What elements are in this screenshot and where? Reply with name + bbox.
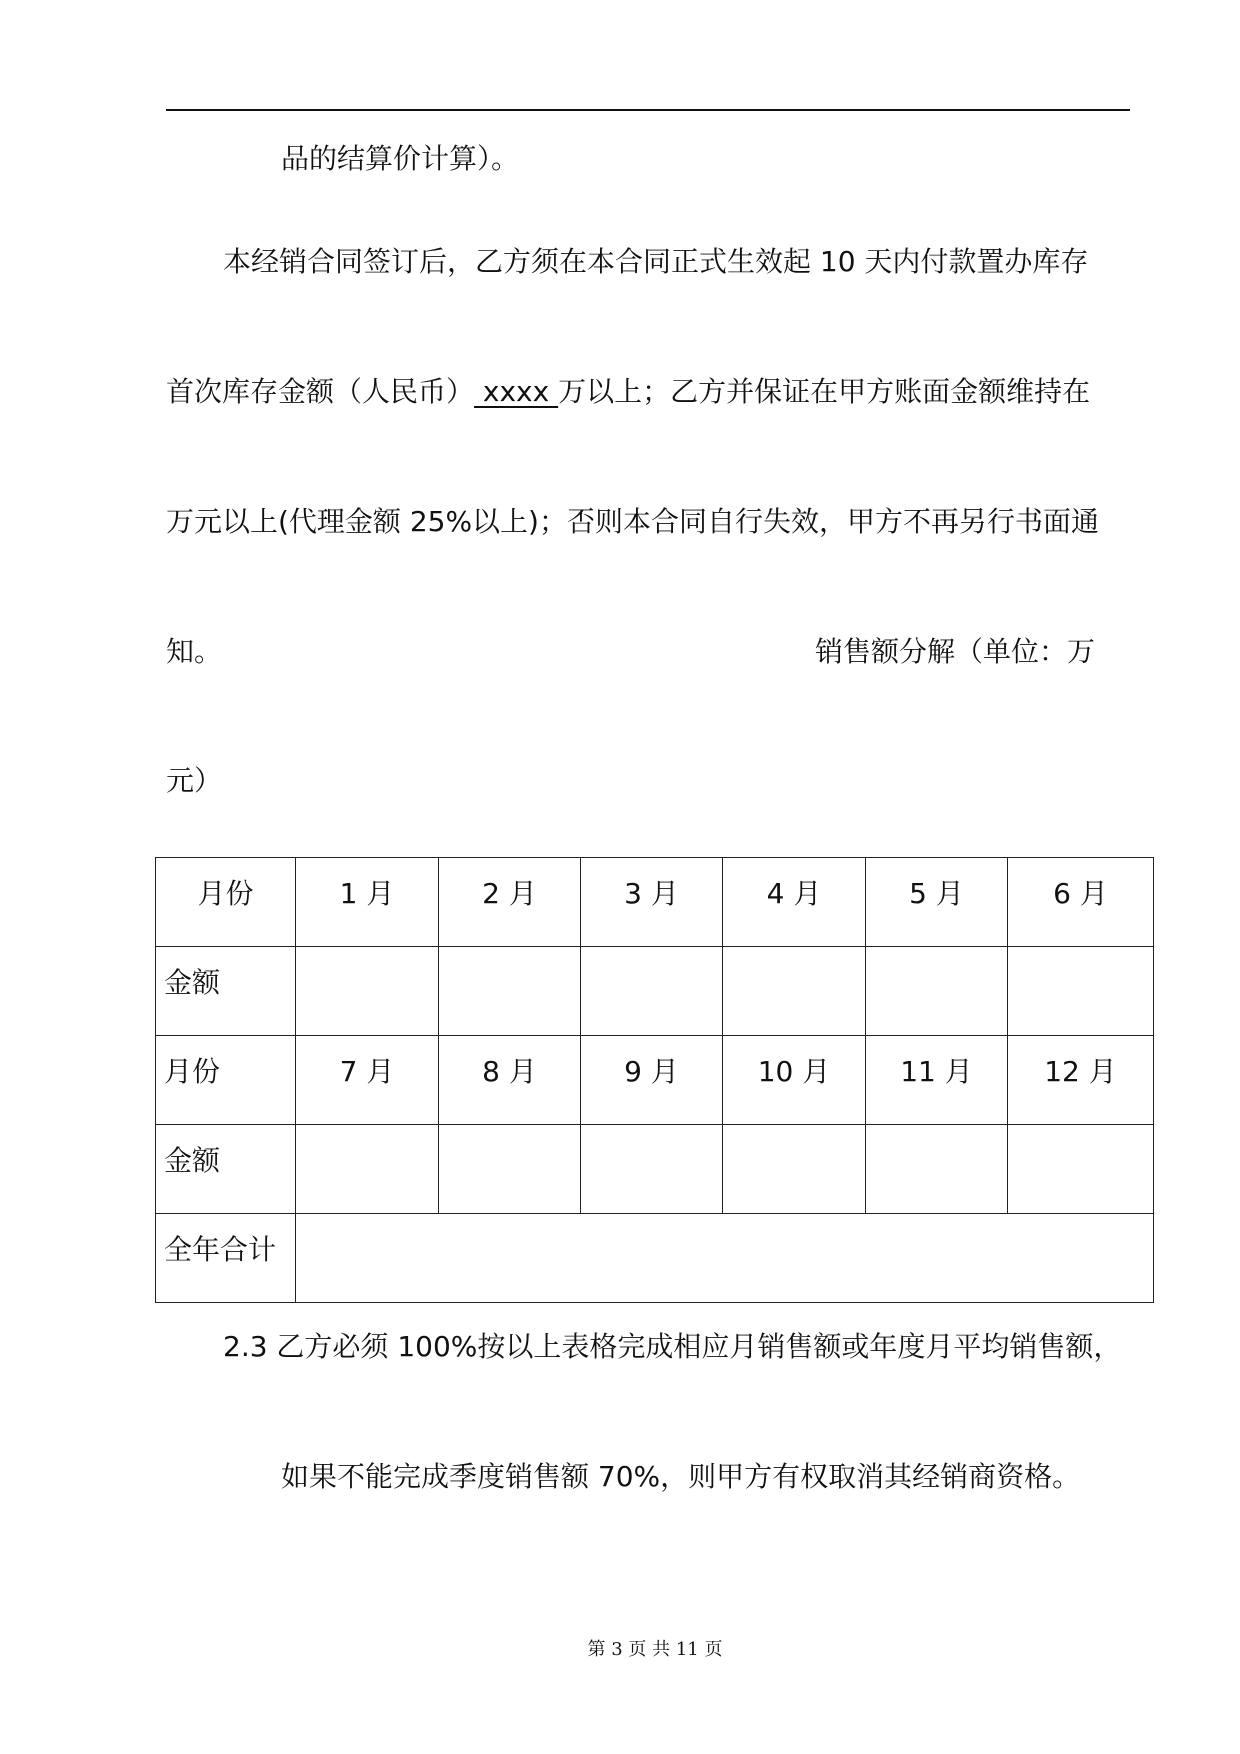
- body-line-3-suffix: 万以上；乙方并保证在甲方账面金额维持在: [558, 375, 1091, 408]
- body-line-3-prefix: 首次库存金额（人民币）: [166, 375, 475, 408]
- table-row: [156, 947, 1154, 1036]
- table-cell: 金额: [156, 947, 296, 1036]
- amount-cell: [866, 947, 1008, 1036]
- sales-breakdown-heading: 销售额分解（单位：万: [815, 635, 1096, 668]
- sales-breakdown-table: [155, 857, 1154, 1303]
- amount-blank: xxxx: [474, 375, 559, 408]
- table-cell: 12 月: [1008, 1036, 1154, 1125]
- table-cell: 月份: [156, 1036, 296, 1125]
- clause-2-3-line-1: 2.3 乙方必须 100%按以上表格完成相应月销售额或年度月平均销售额，: [223, 1330, 1122, 1363]
- table-cell: 8 月: [439, 1036, 581, 1125]
- body-line-3: [166, 374, 1090, 410]
- body-line-5-left: 知。: [166, 635, 223, 668]
- amount-cell: [296, 947, 439, 1036]
- table-row: [156, 1125, 1154, 1214]
- amount-cell: [1008, 1125, 1154, 1214]
- table-cell: 全年合计: [156, 1214, 296, 1303]
- table-row: [156, 858, 1154, 947]
- table-cell: 7 月: [296, 1036, 439, 1125]
- body-line-2: 本经销合同签订后，乙方须在本合同正式生效起 10 天内付款置办库存: [223, 245, 1089, 278]
- table-cell: 月份: [156, 858, 296, 947]
- table-cell: 3 月: [581, 858, 723, 947]
- body-line-4: 万元以上(代理金额 25%以上)；否则本合同自行失效，甲方不再另行书面通: [166, 505, 1099, 538]
- table-cell: 2 月: [439, 858, 581, 947]
- table-cell: 金额: [156, 1125, 296, 1214]
- amount-cell: [723, 947, 866, 1036]
- table-cell: 9 月: [581, 1036, 723, 1125]
- page-number: 第 3 页 共 11 页: [587, 1639, 723, 1660]
- table-cell: 5 月: [866, 858, 1008, 947]
- table-cell: 1 月: [296, 858, 439, 947]
- annual-total-cell: [296, 1214, 1154, 1303]
- table-cell: 6 月: [1008, 858, 1154, 947]
- amount-cell: [581, 1125, 723, 1214]
- amount-cell: [439, 947, 581, 1036]
- table-cell: 10 月: [723, 1036, 866, 1125]
- amount-cell: [1008, 947, 1154, 1036]
- table-cell: 11 月: [866, 1036, 1008, 1125]
- amount-cell: [723, 1125, 866, 1214]
- clause-2-3-line-2: 如果不能完成季度销售额 70%，则甲方有权取消其经销商资格。: [281, 1460, 1081, 1493]
- header-rule: [166, 109, 1130, 111]
- amount-cell: [581, 947, 723, 1036]
- table-cell: 4 月: [723, 858, 866, 947]
- table-row: [156, 1036, 1154, 1125]
- body-line-1: 品的结算价计算）。: [281, 142, 520, 175]
- amount-cell: [439, 1125, 581, 1214]
- amount-cell: [296, 1125, 439, 1214]
- body-line-6: 元）: [166, 764, 223, 797]
- amount-cell: [866, 1125, 1008, 1214]
- table-row: [156, 1214, 1154, 1303]
